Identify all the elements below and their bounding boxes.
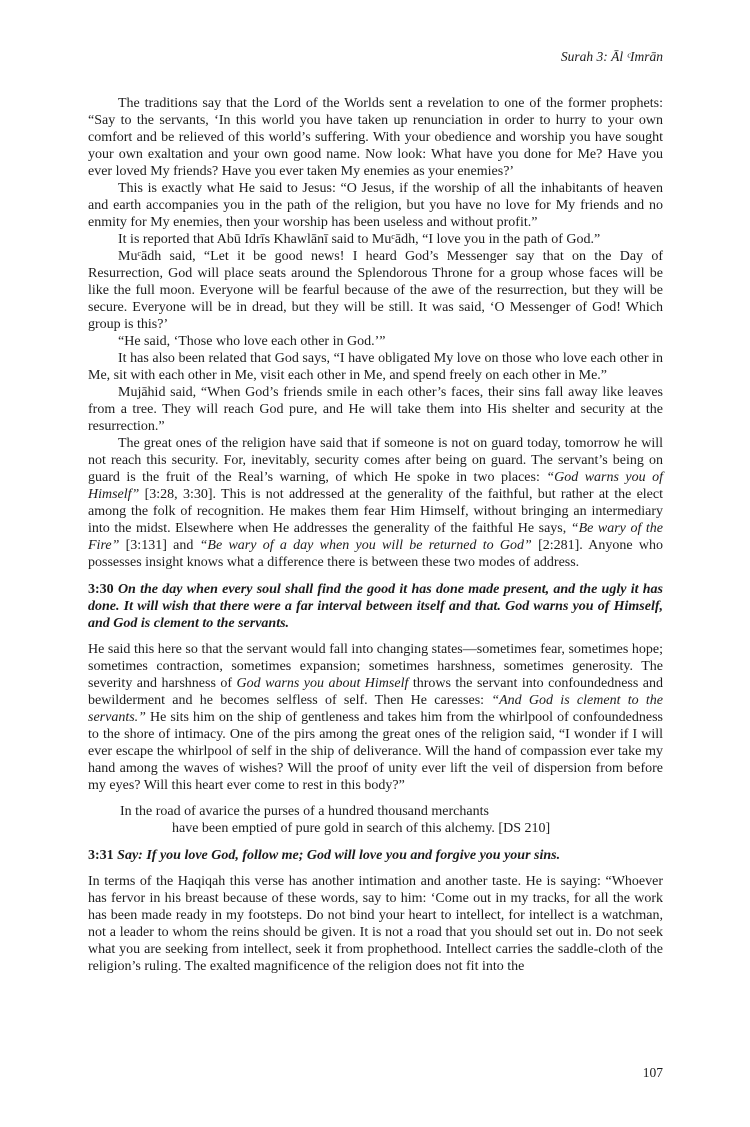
paragraph xyxy=(88,180,663,231)
text-segment: The great ones of the religion have said that if someone is not on guard today, tomorrow he will not reach this security. For, inevitably, security comes after being on guard. The servant’s being on guard is the fruit of the Real’s warning, of which He spoke in two places: xyxy=(88,436,663,485)
text-segment: 3:31 xyxy=(88,848,118,863)
text-segment: throws the servant into confoundedness and bewilderment and he becomes selfless of self. Then He caresses: xyxy=(88,676,664,708)
poem-line xyxy=(88,820,663,837)
text-segment: “God warns you of Himself” xyxy=(88,470,663,502)
text-segment: Mujāhid said, “When God’s friends smile in each other’s faces, their sins fall away like leaves from a tree. They will reach God pure, and He will take them into His shelter and security at the resurrection.” xyxy=(88,385,663,434)
text-segment: “Be wary of the Fire” xyxy=(88,521,663,553)
text-segment: On the day when every soul shall find the good it has done made present, and the ugly it has done. It will wish that there were a far interval between itself and that. God warns you of Himself, and God is clement to the servants. xyxy=(88,582,663,631)
text-segment: [2:281]. Anyone who possesses insight knows what a difference there is between these two modes of address. xyxy=(88,538,663,570)
paragraph xyxy=(88,873,663,975)
text-segment: [3:28, 3:30]. This is not addressed at the generality of the faithful, but rather at the elect among the folk of recognition. He makes them fear Him Himself, without bringing an intermediary into the midst. Elsewhere when He addresses the generality of the faithful He says, xyxy=(88,487,663,536)
text-blocks xyxy=(88,95,663,975)
text-segment: “He said, ‘Those who love each other in God.’” xyxy=(118,334,386,349)
text-segment: Say: If you love God, follow me; God will love you and forgive you your sins. xyxy=(117,848,561,863)
running-head: Surah 3: Āl ᶜImrān xyxy=(560,49,663,64)
text-segment: have been emptied of pure gold in search of this alchemy. [DS 210] xyxy=(172,821,551,836)
paragraph xyxy=(88,231,663,248)
text-segment: [3:131] and xyxy=(119,538,200,553)
text-segment: “And God is clement to the servants.” xyxy=(88,693,663,725)
text-segment: In terms of the Haqiqah this verse has another intimation and another taste. He is saying: “Whoever has fervor in his breast because of these words, say to him: ‘Come out in my tracks, for all the work has been made ready in my footsteps. Do not bind your heart to intellect, for intellect is a watchman, not a leader to whom the reins should be given. It is not a road that you should set out in. Do not seek what you are seeking from intellect, seek it from prophethood. Intellect carries the saddle-cloth of the religion’s ruling. The exalted magnificence of the religion does not fit into the xyxy=(88,874,663,974)
text-segment: He said this here so that the servant would fall into changing states—sometimes fear, sometimes hope; sometimes contraction, sometimes expansion; sometimes harshness, sometimes generosity. The severity and harshness of xyxy=(88,642,663,691)
paragraph xyxy=(88,641,663,794)
text-segment: “Be wary of a day when you will be returned to God” xyxy=(199,538,532,553)
poem-line xyxy=(88,803,663,820)
paragraph xyxy=(88,384,663,435)
text-segment: It has also been related that God says, “I have obligated My love on those who love each other in Me, sit with each other in Me, visit each other in Me, and spend freely on each other in Me.” xyxy=(88,351,663,383)
text-segment: Muᶜādh said, “Let it be good news! I heard God’s Messenger say that on the Day of Resurrection, God will place seats around the Splendorous Throne for a group whose faces will be like the full moon. Everyone will be fearful because of the awe of the resurrection, but they will be secure. Everyone will be in dread, but they will be still. It was said, ‘O Messenger of God! Which group is this?’ xyxy=(88,249,663,332)
text-segment: The traditions say that the Lord of the Worlds sent a revelation to one of the former prophets: “Say to the servants, ‘In this world you have taken up renunciation in order to hurry to your own comfort and be relieved of this world’s suffering. With your obedience and worship you have sought your own exaltation and your own good name. Now look: What have you done for Me? Have you ever loved My friends? Have you ever taken My enemies as your enemies?’ xyxy=(88,96,663,179)
paragraph xyxy=(88,435,663,571)
paragraph xyxy=(88,248,663,333)
verse xyxy=(88,847,663,864)
text-segment: He sits him on the ship of gentleness and takes him from the whirlpool of confoundedness to the shore of intimacy. One of the pirs among the great ones of the religion said, “I wonder if I will ever escape the whirlpool of self in the ship of deliverance. Will the hand of compassion ever take my hand among the waves of wishes? Will the proof of unity ever lift the veil of dispersion from before my eyes? Will this heart ever come to rest in this body?” xyxy=(88,710,663,793)
text-segment: It is reported that Abū Idrīs Khawlānī said to Muᶜādh, “I love you in the path of God.” xyxy=(118,232,601,247)
text-segment: This is exactly what He said to Jesus: “O Jesus, if the worship of all the inhabitants of heaven and earth accompanies you in the path of the religion, but you have no love for My friends and no enmity for My enemies, then your worship has been useless and without profit.” xyxy=(88,181,663,230)
paragraph xyxy=(88,350,663,384)
verse xyxy=(88,581,663,632)
paragraph xyxy=(88,95,663,180)
paragraph xyxy=(88,333,663,350)
text-segment: 3:30 xyxy=(88,582,118,597)
text-segment: In the road of avarice the purses of a hundred thousand merchants xyxy=(120,804,489,819)
text-segment: God warns you about Himself xyxy=(236,676,409,691)
page-number: 107 xyxy=(642,1065,663,1080)
